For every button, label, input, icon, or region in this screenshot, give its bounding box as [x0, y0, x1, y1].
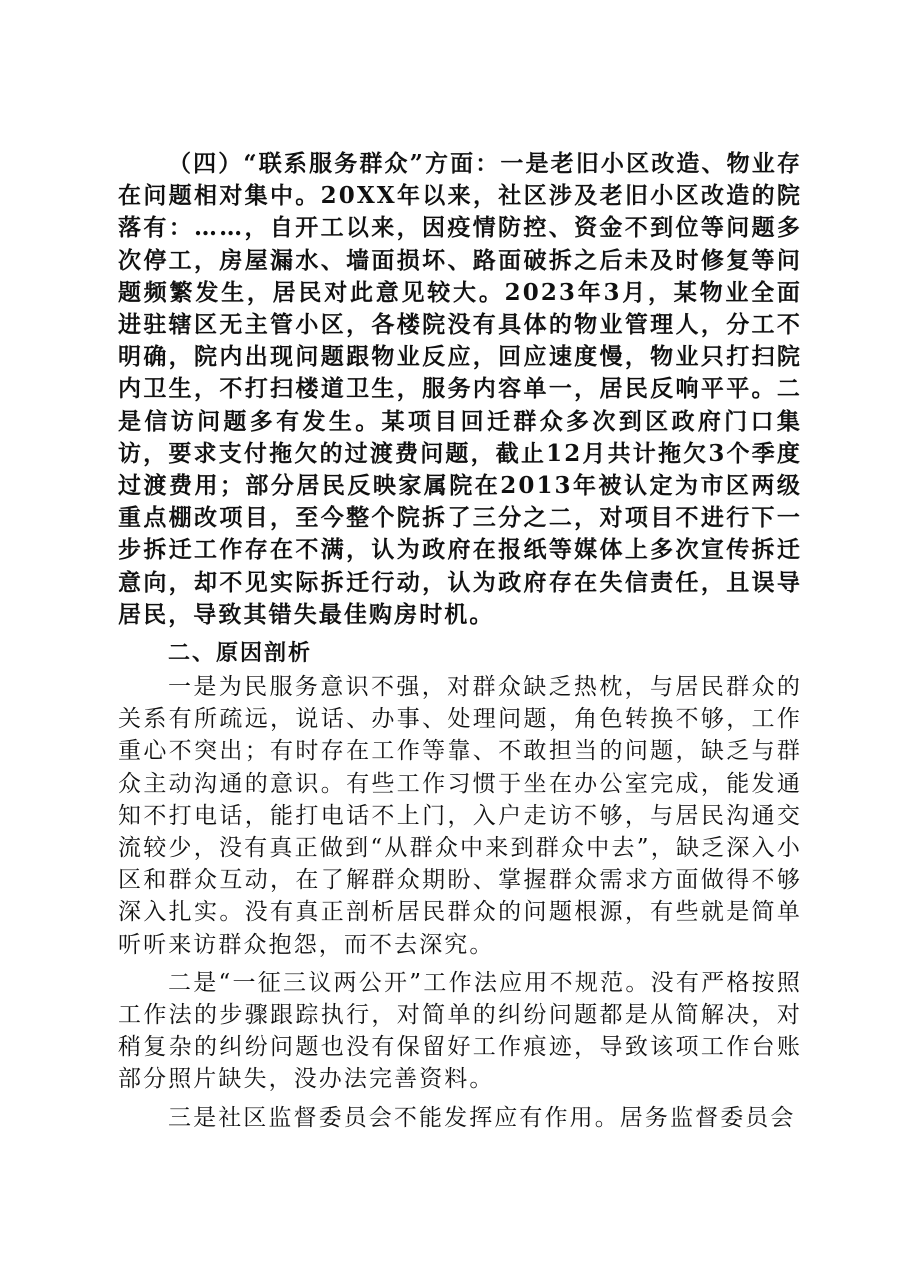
paragraph-cause-one: 一是为民服务意识不强，对群众缺乏热枕，与居民群众的关系有所疏远，说话、办事、处理问题，角色转换不够，工作重心不突出；有时存在工作等靠、不敢担当的问题，缺乏与群众主动沟通的意识。有些工作习惯于坐在办公室完成，能发通知不打电话，能打电话不上门，入户走访不够，与居民沟通交流较少，没有真正做到“从群众中来到群众中去”，缺乏深入小区和群众互动，在了解群众期盼、掌握群众需求方面做得不够深入扎实。没有真正剖析居民群众的问题根源，有些就是简单听听来访群众抱怨，而不去深究。: [118, 674, 802, 958]
document-body: [118, 148, 802, 1134]
paragraph-cause-three: 三是社区监督委员会不能发挥应有作用。居务监督委员会: [168, 1104, 796, 1131]
paragraph-section-four: （四）“联系服务群众”方面：一是老旧小区改造、物业存在问题相对集中。20XX年以来，社区涉及老旧小区改造的院落有：……，自开工以来，因疫情防控、资金不到位等问题多次停工，房屋漏水、墙面损坏、路面破拆之后未及时修复等问题频繁发生，居民对此意见较大。2023年3月，某物业全面进驻辖区无主管小区，各楼院没有具体的物业管理人，分工不明确，院内出现问题跟物业反应，回应速度慢，物业只打扫院内卫生，不打扫楼道卫生，服务内容单一，居民反响平平。二是信访问题多有发生。某项目回迁群众多次到区政府门口集访，要求支付拖欠的过渡费问题，截止12月共计拖欠3个季度过渡费用；部分居民反映家属院在2013年被认定为市区两级重点棚改项目，至今整个院拆了三分之二，对项目不进行下一步拆迁工作存在不满，认为政府在报纸等媒体上多次宣传拆迁意向，却不见实际拆迁行动，认为政府存在失信责任，且误导居民，导致其错失最佳购房时机。: [118, 150, 802, 628]
section-heading-cause-analysis: 二、原因剖析: [168, 641, 313, 667]
paragraph-cause-two: 二是“一征三议两公开”工作法应用不规范。没有严格按照工作法的步骤跟踪执行，对简单的纠纷问题都是从简解决，对稍复杂的纠纷问题也没有保留好工作痕迹，导致该项工作台账部分照片缺失，没办法完善资料。: [118, 969, 802, 1093]
